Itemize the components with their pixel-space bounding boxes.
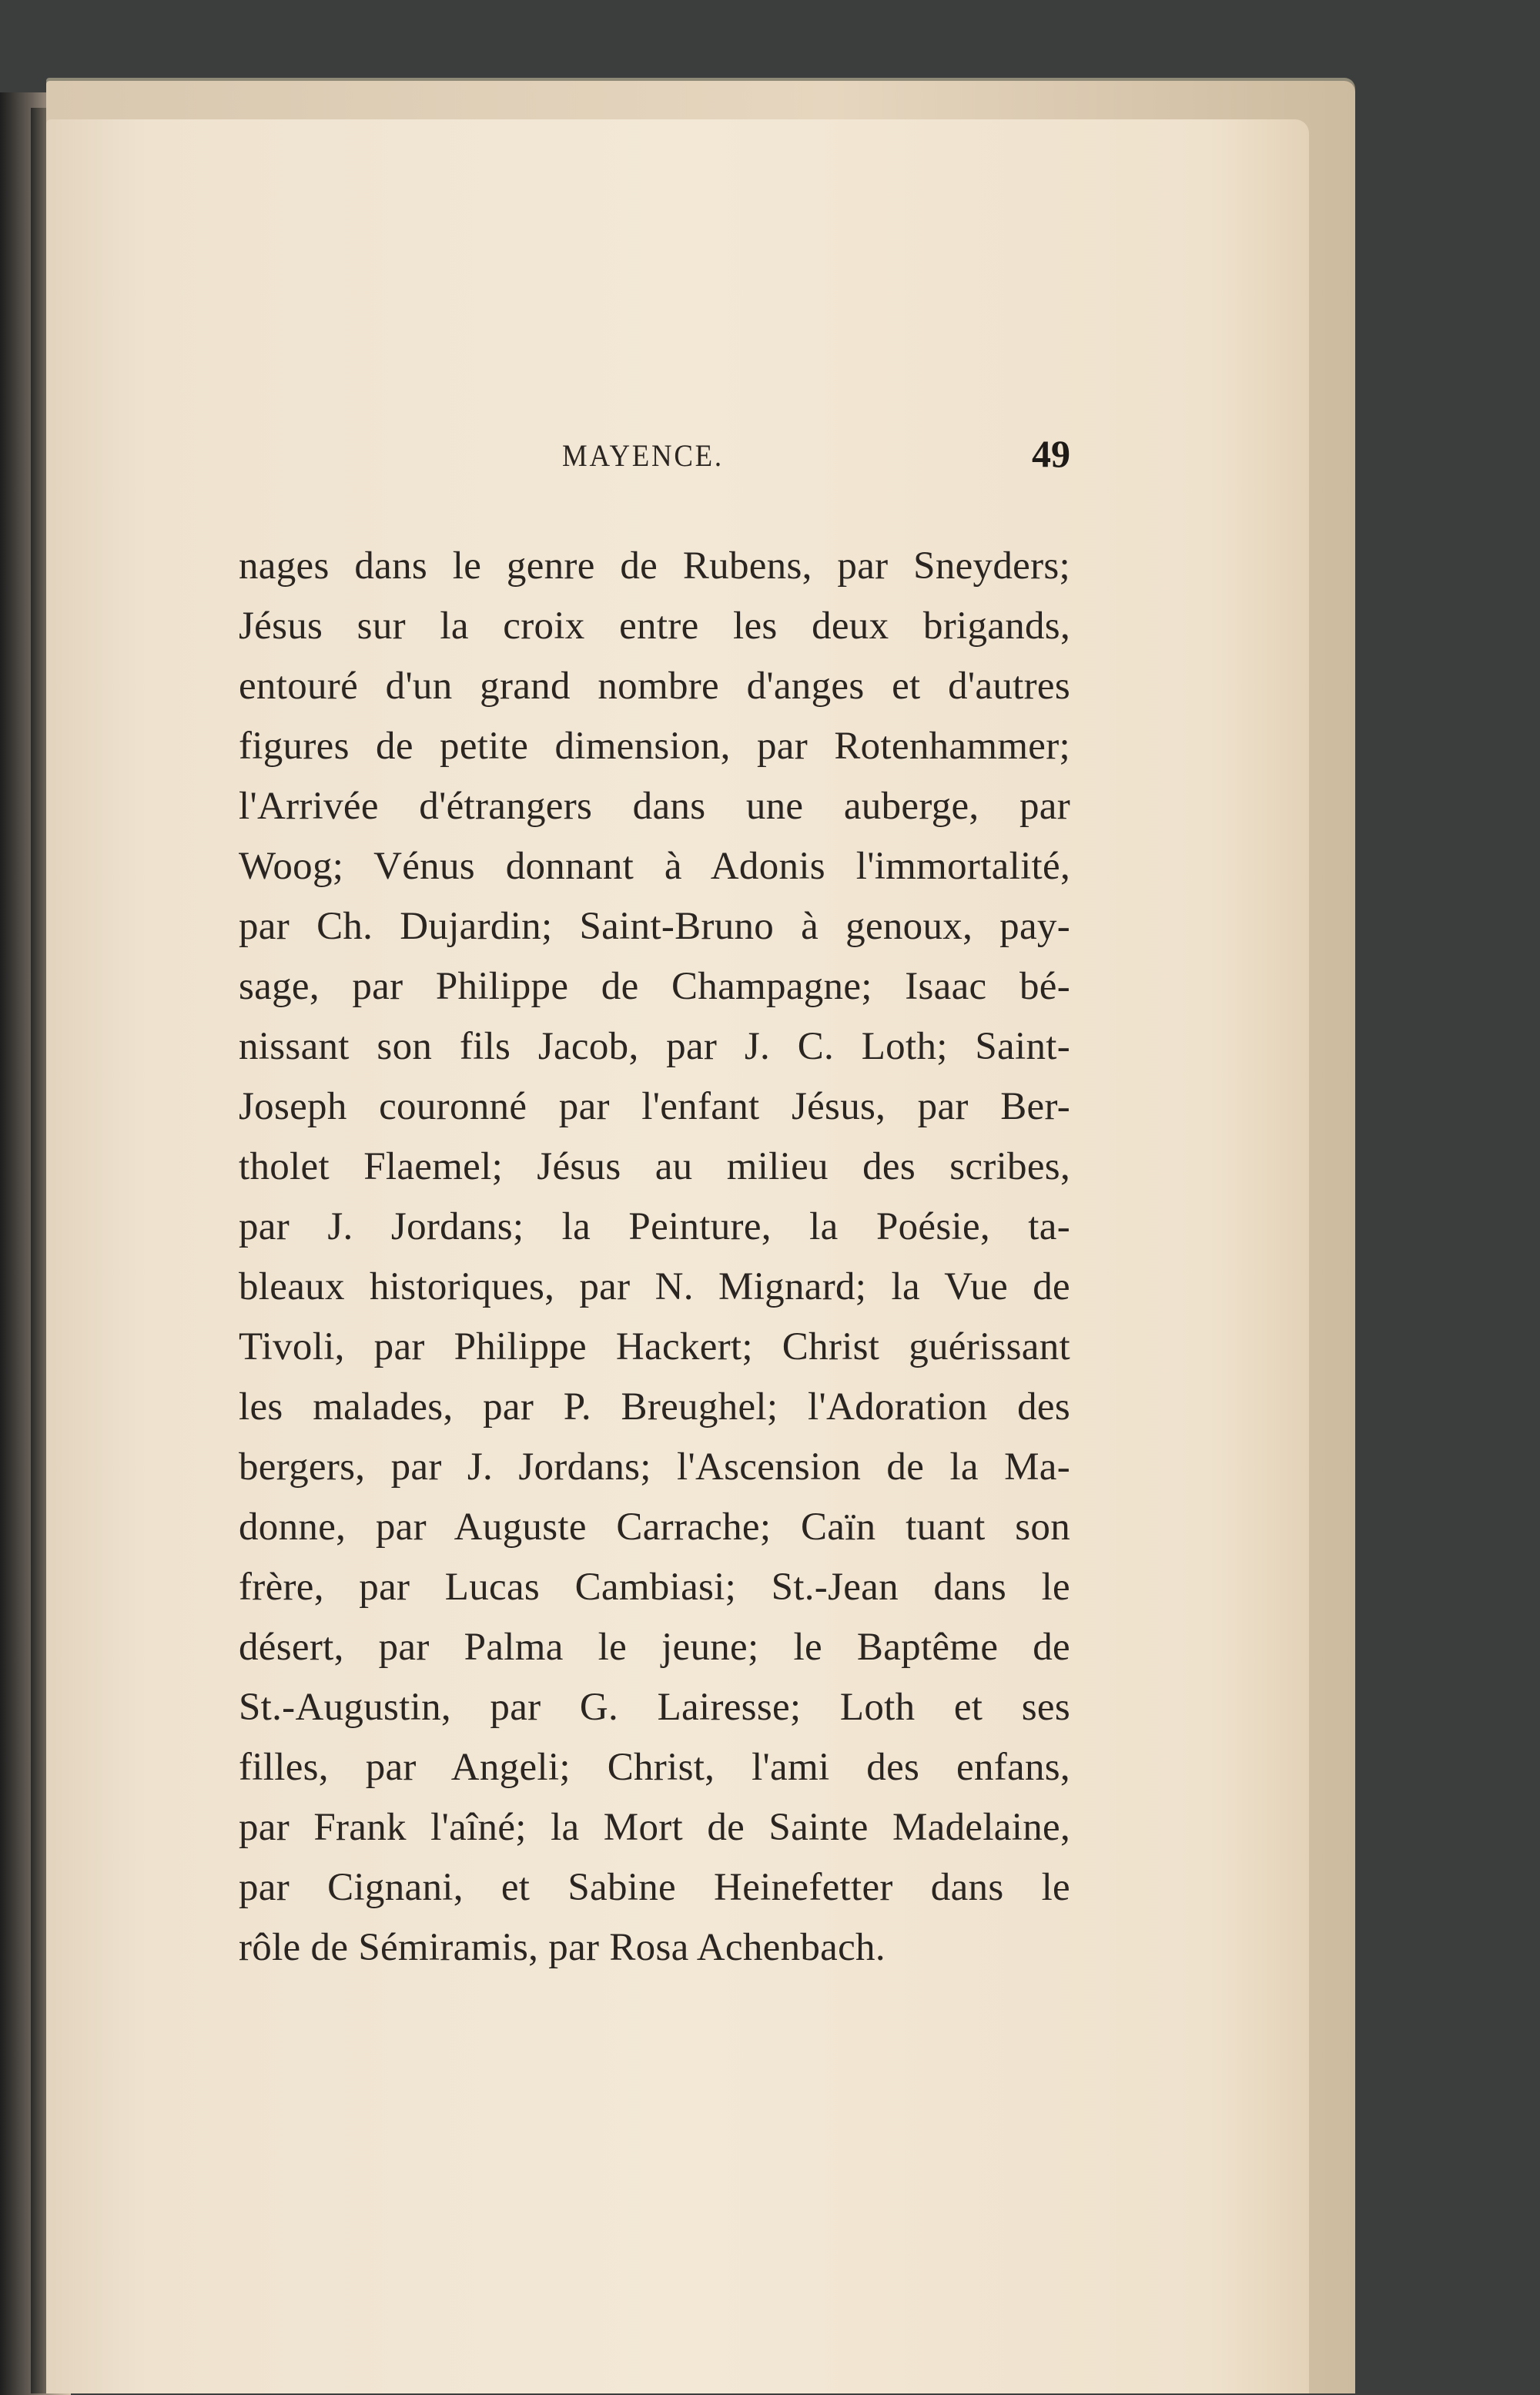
text-line: frère, par Lucas Cambiasi; St.-Jean dans le [239, 1566, 1070, 1609]
text-line: par J. Jordans; la Peinture, la Poésie, ta- [239, 1205, 1070, 1248]
page-header [239, 431, 1070, 485]
text-line: nissant son fils Jacob, par J. C. Loth; Saint- [239, 1025, 1070, 1068]
text-line: filles, par Angeli; Christ, l'ami des enfans, [239, 1746, 1070, 1789]
text-line: sage, par Philippe de Champagne; Isaac bé- [239, 965, 1070, 1008]
text-line: l'Arrivée d'étrangers dans une auberge, par [239, 785, 1070, 828]
text-line: rôle de Sémiramis, par Rosa Achenbach. [239, 1926, 886, 1969]
text-line: tholet Flaemel; Jésus au milieu des scribes, [239, 1145, 1070, 1188]
text-line: par Cignani, et Sabine Heinefetter dans le [239, 1866, 1070, 1909]
text-line: désert, par Palma le jeune; le Baptême de [239, 1626, 1070, 1669]
text-line: les malades, par P. Breughel; l'Adoration des [239, 1385, 1070, 1429]
text-line: donne, par Auguste Carrache; Caïn tuant son [239, 1506, 1070, 1549]
text-line: Tivoli, par Philippe Hackert; Christ guérissant [239, 1325, 1070, 1368]
text-line: Jésus sur la croix entre les deux brigands, [239, 605, 1070, 648]
text-line: nages dans le genre de Rubens, par Sneyders; [239, 544, 1070, 588]
text-line: Woog; Vénus donnant à Adonis l'immortalité, [239, 845, 1070, 888]
text-line: Joseph couronné par l'enfant Jésus, par Ber- [239, 1085, 1070, 1128]
text-line: bleaux historiques, par N. Mignard; la Vue de [239, 1265, 1070, 1308]
text-line: figures de petite dimension, par Rotenhammer; [239, 725, 1070, 768]
text-line: entouré d'un grand nombre d'anges et d'autres [239, 665, 1070, 708]
text-line: par Ch. Dujardin; Saint-Bruno à genoux, pay- [239, 905, 1070, 948]
text-line: bergers, par J. Jordans; l'Ascension de la Ma- [239, 1445, 1070, 1489]
running-head: MAYENCE. [562, 438, 724, 473]
text-line: par Frank l'aîné; la Mort de Sainte Madelaine, [239, 1806, 1070, 1849]
text-line: St.-Augustin, par G. Lairesse; Loth et ses [239, 1686, 1070, 1729]
body-text [239, 536, 1070, 1978]
page-number: 49 [1032, 432, 1070, 475]
